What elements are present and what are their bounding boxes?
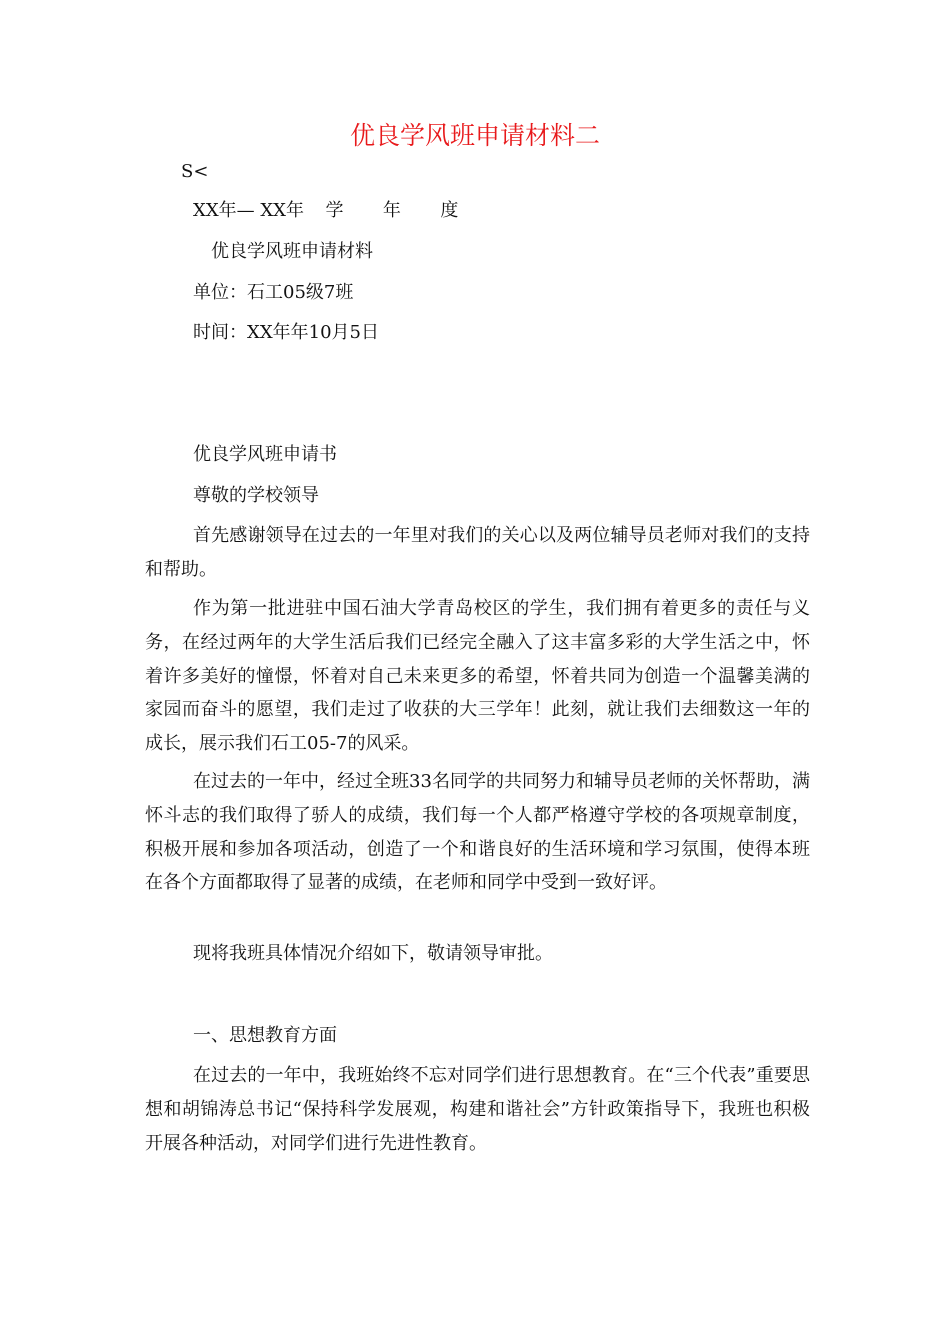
letter-paragraph-2: 作为第一批进驻中国石油大学青岛校区的学生，我们拥有着更多的责任与义务，在经过两年的大学生活后我们已经完全融入了这丰富多彩的大学生活之中，怀着许多美好的憧憬，怀着对自己未来更多的希望，怀着共同为创造一个温馨美满的家园而奋斗的愿望，我们走过了收获的大三学年！此刻，就让我们去细数这一年的成长，展示我们石工05-7的风采。 [145, 598, 810, 755]
document-title: 优良学风班申请材料二 [349, 121, 600, 150]
academic-year-char-2: 年 [382, 200, 401, 221]
letter-heading: 优良学风班申请书 [193, 444, 337, 465]
cover-date: 时间：XX年年10月5日 [193, 322, 379, 343]
cover-unit: 单位：石工05级7班 [193, 282, 354, 303]
letter-salutation: 尊敬的学校领导 [193, 485, 319, 506]
letter-paragraph-3: 在过去的一年中，经过全班33名同学的共同努力和辅导员老师的关怀帮助，满怀斗志的我们取得了骄人的成绩，我们每一个人都严格遵守学校的各项规章制度，积极开展和参加各项活动，创造了一个和谐良好的生活环境和学习氛围，使得本班在各个方面都取得了显著的成绩，在老师和同学中受到一致好评。 [145, 771, 810, 894]
section-1-heading: 一、思想教育方面 [193, 1025, 337, 1046]
academic-year-char-3: 度 [440, 200, 459, 221]
letter-paragraph-1: 首先感谢领导在过去的一年里对我们的关心以及两位辅导员老师对我们的支持和帮助。 [145, 525, 810, 580]
cover-subtitle: 优良学风班申请材料 [211, 241, 373, 262]
academic-year-char-1: 学 [325, 200, 344, 221]
letter-paragraph-4: 现将我班具体情况介绍如下，敬请领导审批。 [193, 943, 553, 964]
academic-year-prefix: XX年— XX年 [193, 200, 304, 221]
scan-mark: S< [181, 161, 209, 182]
section-1-paragraph: 在过去的一年中，我班始终不忘对同学们进行思想教育。在“三个代表”重要思想和胡锦涛总书记“保持科学发展观，构建和谐社会”方针政策指导下，我班也积极开展各种活动，对同学们进行先进性教育。 [145, 1065, 810, 1154]
academic-year-line [193, 199, 458, 223]
